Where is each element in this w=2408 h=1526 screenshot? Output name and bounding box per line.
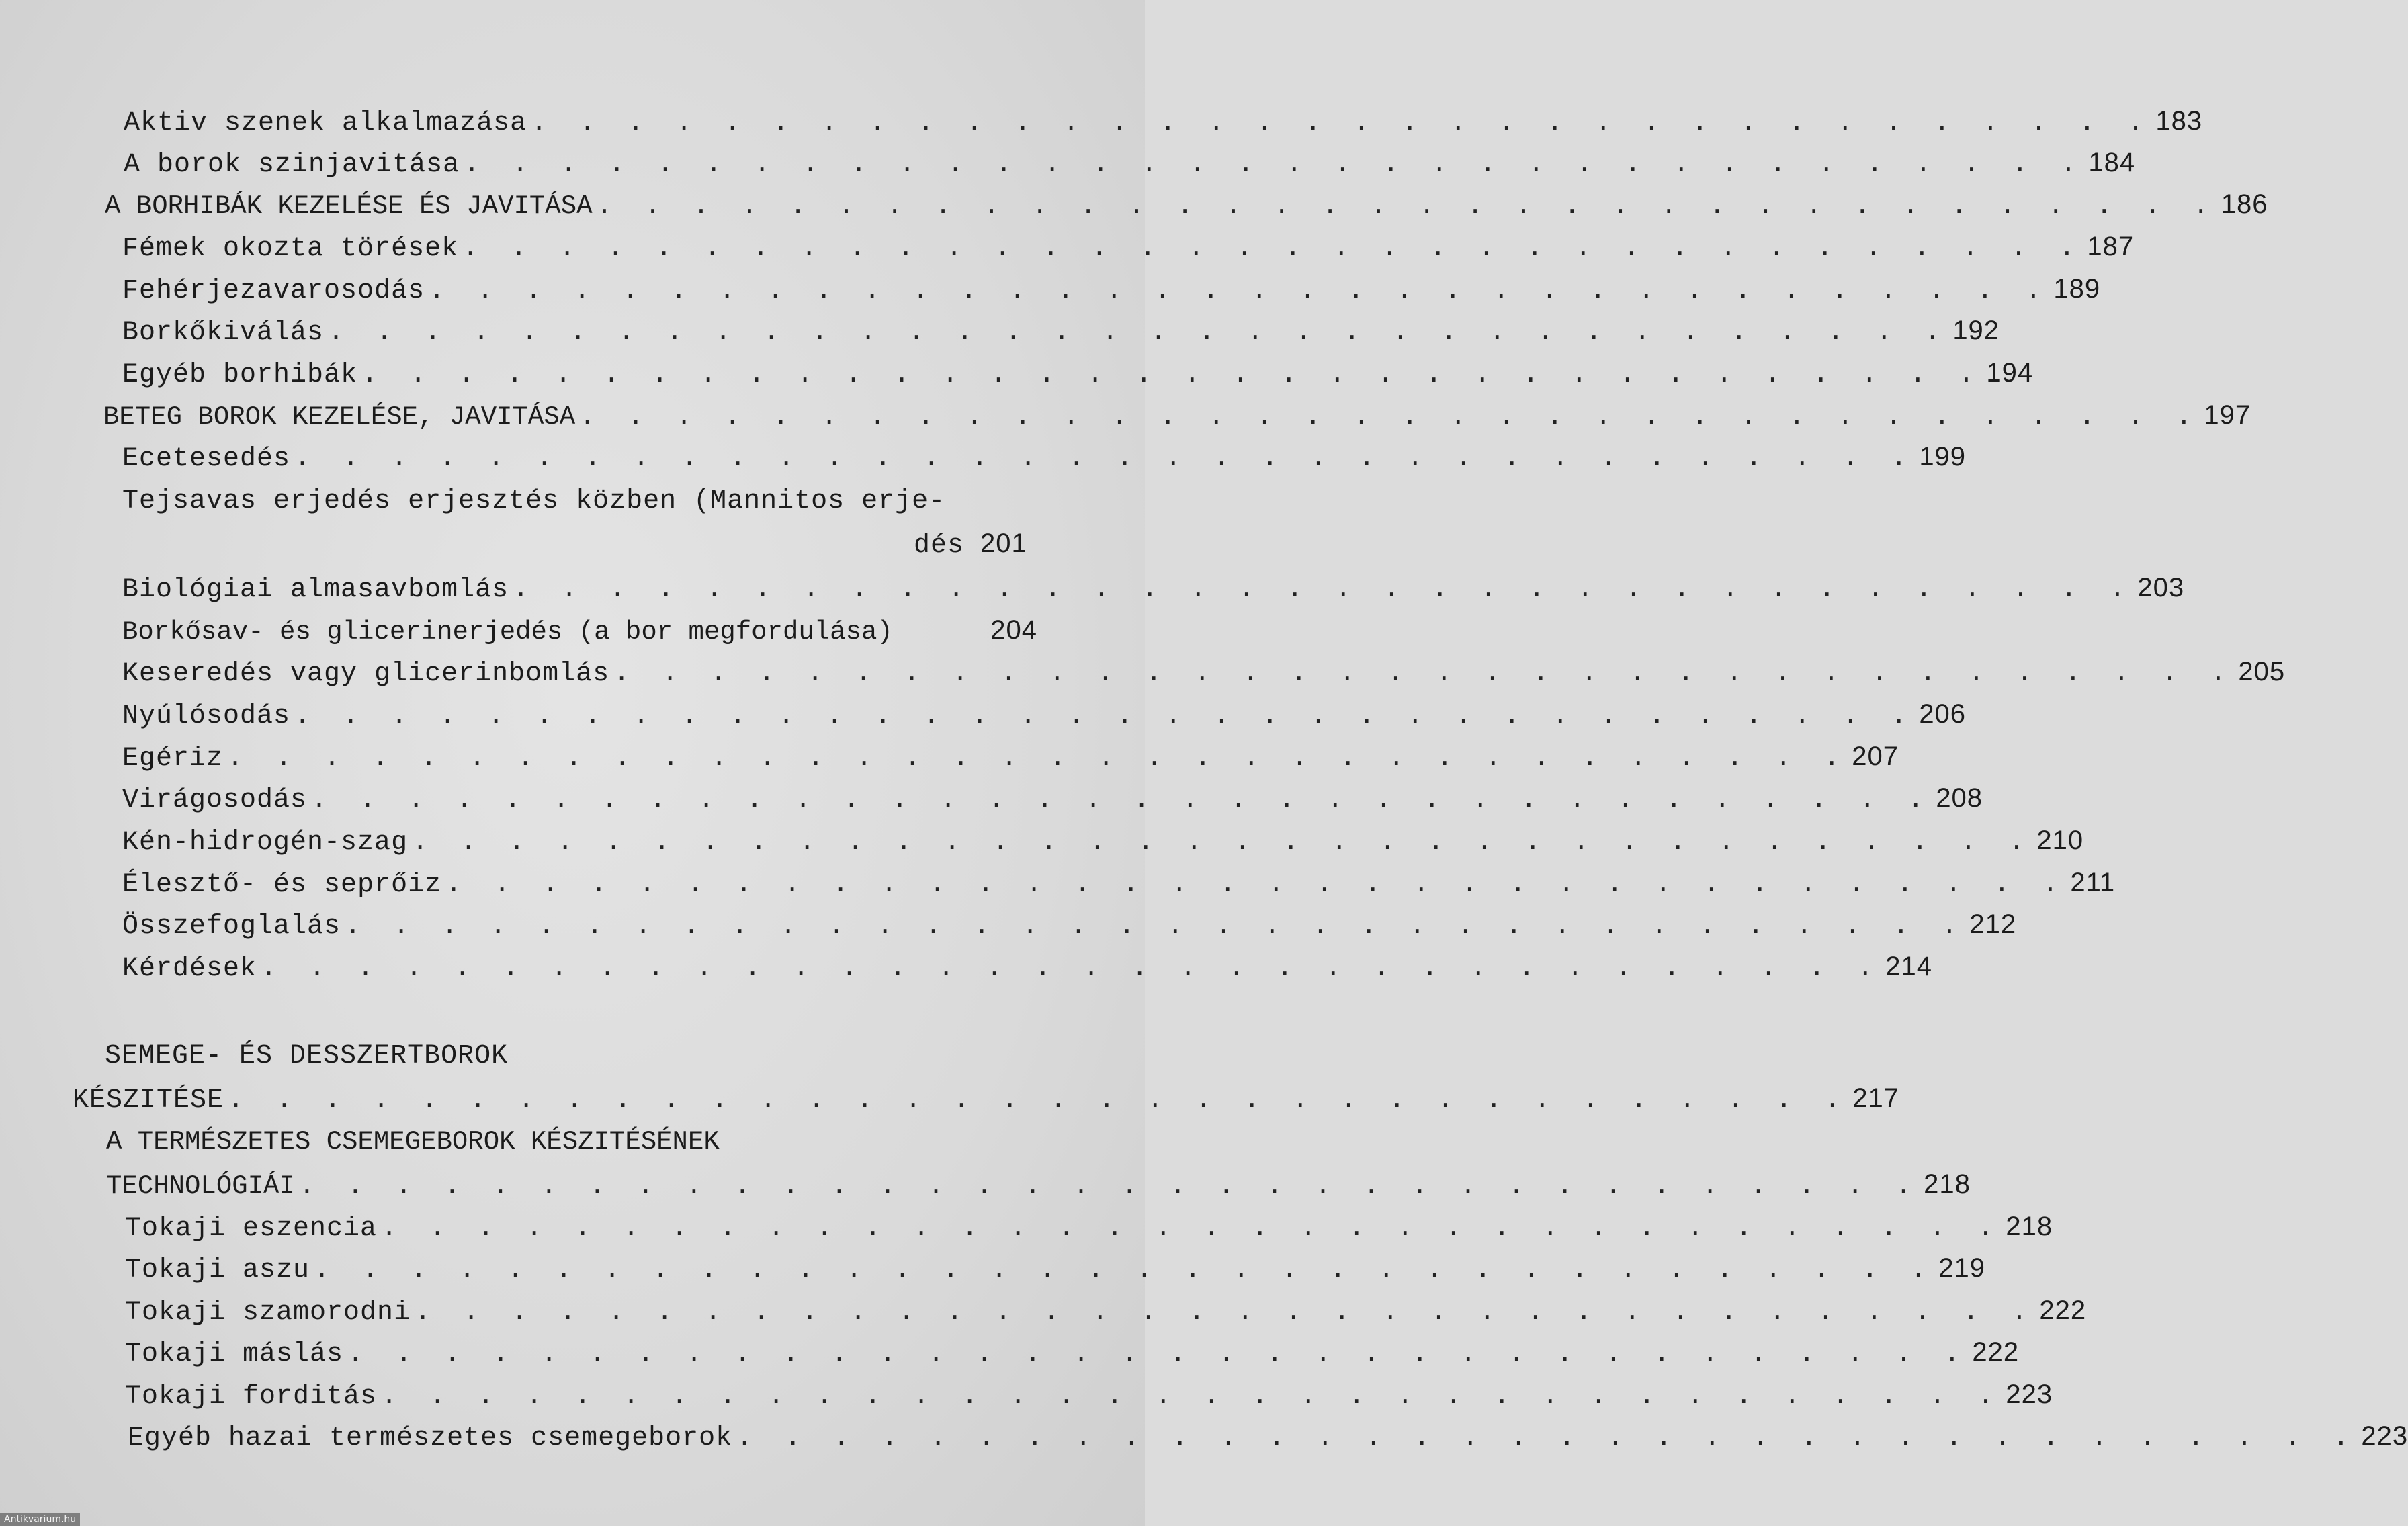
toc-entry-page: 194 xyxy=(1986,358,2034,388)
dot-leader: . . . . . . . . . . . . . . . . . . . . . . . . . . . . . . . . . . xyxy=(464,150,2085,180)
toc-entry xyxy=(128,1416,2408,1456)
toc-entry-page: 204 xyxy=(990,615,1037,645)
dot-leader: . . . . . . . . . . . . . . . . . . . . . . . . . . . . . . . . . . xyxy=(531,108,2152,138)
toc-entry-page: 207 xyxy=(1852,742,1899,771)
toc-entry-page: 205 xyxy=(2238,657,2286,686)
toc-section-heading xyxy=(106,1164,1971,1204)
toc-entry-page: 222 xyxy=(1972,1337,2020,1367)
toc-entry-page: 217 xyxy=(1852,1083,1900,1113)
toc-entry-page: 201 xyxy=(980,529,1027,558)
dot-leader: . . . . . . . . . . . . . . . . . . . . . . . . . . . . . . . . . . xyxy=(345,911,1966,942)
toc-entry xyxy=(125,1332,2020,1372)
toc-entry xyxy=(122,736,1899,776)
toc-entry-page: 211 xyxy=(2070,868,2116,897)
toc-entry xyxy=(124,101,2203,141)
toc-entry-title: A BORHIBÁK KEZELÉSE ÉS JAVITÁSA xyxy=(105,191,593,221)
toc-entry-title: Egyéb borhibák xyxy=(122,360,358,390)
dot-leader: . . . . . . . . . . . . . . . . . . . . . . . . . . . . . . . . . . xyxy=(347,1339,1969,1370)
toc-entry-page: 199 xyxy=(1919,442,1967,472)
toc-entry-title: Biológiai almasavbomlás xyxy=(122,575,509,605)
toc-entry-page: 218 xyxy=(2006,1212,2053,1241)
dot-leader: . . . . . . . . . . . . . . . . . . . . . . . . . . . . . . . . . . xyxy=(579,402,2200,433)
toc-entry-page: 186 xyxy=(2221,189,2268,219)
toc-entry-page: 214 xyxy=(1885,952,1933,981)
dot-leader: . . . . . . . . . . . . . . . . . . . . . . . . . . . . . . . . . . xyxy=(228,1085,1849,1116)
toc-entry xyxy=(122,904,2017,944)
toc-entry xyxy=(122,437,1967,477)
toc-entry xyxy=(122,568,2185,608)
dot-leader: . . . . . . . . . . . . . . . . . . . . . . . . . . . . . . . . . . xyxy=(261,954,1882,984)
toc-entry-title: A borok szinjavitása xyxy=(124,150,460,180)
toc-entry-page: 203 xyxy=(2137,573,2185,602)
chapter-heading-line: SEMEGE- ÉS DESSZERTBOROK xyxy=(105,1041,509,1071)
toc-entry-page: 219 xyxy=(1938,1253,1986,1283)
dot-leader: . . . . . . . . . . . . . . . . . . . . . . . . . . . . . . . . . . xyxy=(381,1214,2002,1244)
dot-leader: . . . . . . . . . . . . . . . . . . . . . . . . . . . . . . . . . . xyxy=(415,1298,2036,1328)
site-watermark: Antikvarium.hu xyxy=(0,1513,80,1526)
toc-entry-title: Aktiv szenek alkalmazása xyxy=(124,108,527,138)
toc-entry-page: 223 xyxy=(2361,1421,2408,1451)
toc-entry xyxy=(124,142,2136,183)
toc-entry-title: Kérdések xyxy=(122,954,257,984)
toc-entry-page: 206 xyxy=(1919,699,1967,729)
toc-entry-title: Kén-hidrogén-szag xyxy=(122,827,408,858)
toc-entry-title: Borkősav- és glicerinerjedés (a bor megfordulása) xyxy=(122,617,893,647)
dot-leader: . . . . . . . . . . . . . . . . . . . . . . . . . . . . . . . . . . xyxy=(294,701,1916,731)
toc-entry-title-continuation: TECHNOLÓGIÁI xyxy=(106,1171,295,1201)
toc-entry-page: 210 xyxy=(2036,825,2084,855)
toc-entry-title: Élesztő- és seprőiz xyxy=(122,870,442,900)
toc-section-heading-line: A TERMÉSZETES CSEMEGEBOROK KÉSZITÉSÉNEK xyxy=(106,1127,720,1157)
toc-entry-title: Fémek okozta törések xyxy=(122,234,459,264)
dot-leader: . . . . . . . . . . . . . . . . . . . . . . . . . . . . . . . . . . xyxy=(227,744,1848,774)
toc-entry xyxy=(122,694,1967,734)
toc-entry xyxy=(125,1206,2053,1247)
dot-leader: . . . . . . . . . . . . . . . . . . . . . . . . . . . . . . . . . . xyxy=(314,1255,1935,1286)
toc-entry xyxy=(122,820,2084,860)
toc-entry xyxy=(122,610,1037,650)
toc-entry-page: 197 xyxy=(2204,400,2251,430)
toc-entry xyxy=(125,1248,1986,1288)
toc-entry-title: Keseredés vagy glicerinbomlás xyxy=(122,659,610,689)
toc-entry-title: Virágosodás xyxy=(122,785,308,815)
toc-entry-page: 208 xyxy=(1936,783,1983,813)
toc-entry-title-continuation: KÉSZITÉSE xyxy=(73,1085,224,1116)
toc-entry-page: 223 xyxy=(2006,1380,2053,1409)
toc-entry xyxy=(122,652,2286,692)
toc-entry-title: Egyéb hazai természetes csemegeborok xyxy=(128,1423,733,1453)
toc-entry-title: Tokaji szamorodni xyxy=(125,1298,411,1328)
toc-entry-title: Nyúlósodás xyxy=(122,701,291,731)
toc-entry-title-line: Tejsavas erjedés erjesztés közben (Mannitos erje- xyxy=(122,486,946,517)
toc-entry-page: 187 xyxy=(2087,232,2135,261)
dot-leader: . . . . . . . . . . . . . . . . . . . . . . . . . . . . . . . . . . xyxy=(462,234,2083,264)
dot-leader: . . . . . . . . . . . . . . . . . . . . . . . . . . . . . . . . . . xyxy=(361,360,1983,390)
toc-entry-page: 192 xyxy=(1952,316,2000,345)
toc-entry-title: Tokaji máslás xyxy=(125,1339,344,1370)
toc-entry-title-continuation: dés xyxy=(914,531,965,561)
toc-entry-title: Összefoglalás xyxy=(122,911,341,942)
toc-entry-page: 218 xyxy=(1924,1169,1971,1199)
toc-entry xyxy=(122,862,2116,903)
dot-leader: . . . . . . . . . . . . . . . . . . . . . . . . . . . . . . . . . . xyxy=(613,659,2235,689)
toc-entry-page: 212 xyxy=(1969,909,2017,939)
toc-entry-page: 184 xyxy=(2088,148,2136,177)
dot-leader: . . . . . . . . . . . . . . . . . . . . . . . . . . . . . . . . . . xyxy=(445,870,2067,900)
toc-section-heading xyxy=(105,184,2268,224)
toc-entry xyxy=(122,269,2101,309)
dot-leader: . . . . . . . . . . . . . . . . . . . . . . . . . . . . . . . . . . xyxy=(736,1423,2358,1453)
dot-leader: . . . . . . . . . . . . . . . . . . . . . . . . . . . . . . . . . . xyxy=(381,1382,2002,1412)
toc-entry-page: 183 xyxy=(2155,106,2203,136)
dot-leader: . . . . . . . . . . . . . . . . . . . . . . . . . . . . . . . . . . xyxy=(294,444,1916,474)
toc-entry-title: Ecetesedés xyxy=(122,444,291,474)
dot-leader: . . . . . . . . . . . . . . . . . . . . . . . . . . . . . . . . . . xyxy=(298,1171,1920,1202)
dot-leader: . . . . . . . . . . . . . . . . . . . . . . . . . . . . . . . . . . xyxy=(311,785,1932,815)
toc-chapter-entry xyxy=(73,1078,1900,1118)
toc-entry-title: Fehérjezavarosodás xyxy=(122,276,425,306)
toc-entry xyxy=(122,946,1933,987)
dot-leader: . . . . . . . . . . . . . . . . . . . . . . . . . . . . . . . . . . xyxy=(429,276,2050,306)
toc-entry-continuation xyxy=(914,523,1037,564)
toc-entry-title: BETEG BOROK KEZELÉSE, JAVITÁSA xyxy=(103,402,576,432)
toc-entry xyxy=(125,1374,2053,1415)
dot-leader: . . . . . . . . . . . . . . . . . . . . . . . . . . . . . . . . . . xyxy=(596,191,2217,222)
toc-entry-title: Tokaji forditás xyxy=(125,1382,378,1412)
dot-leader: . . . . . . . . . . . . . . . . . . . . . . . . . . . . . . . . . . xyxy=(412,827,2033,858)
toc-entry xyxy=(125,1290,2087,1331)
toc-entry-title: Egériz xyxy=(122,744,224,774)
toc-entry-page: 189 xyxy=(2053,274,2101,304)
toc-entry-title: Tokaji eszencia xyxy=(125,1214,378,1244)
toc-entry-page: 222 xyxy=(2039,1296,2087,1325)
toc-section-heading xyxy=(103,395,2251,435)
toc-entry xyxy=(122,353,2034,393)
toc-entry xyxy=(122,226,2135,267)
dot-leader: . . . . . . . . . . . . . . . . . . . . . . . . . . . . . . . . . . xyxy=(328,318,1949,348)
toc-entry-title: Tokaji aszu xyxy=(125,1255,310,1286)
toc-entry xyxy=(122,310,2000,351)
dot-leader: . . . . . . . . . . . . . . . . . . . . . . . . . . . . . . . . . . xyxy=(513,575,2134,605)
toc-entry-title: Borkőkiválás xyxy=(122,318,325,348)
toc-entry xyxy=(122,778,1983,818)
